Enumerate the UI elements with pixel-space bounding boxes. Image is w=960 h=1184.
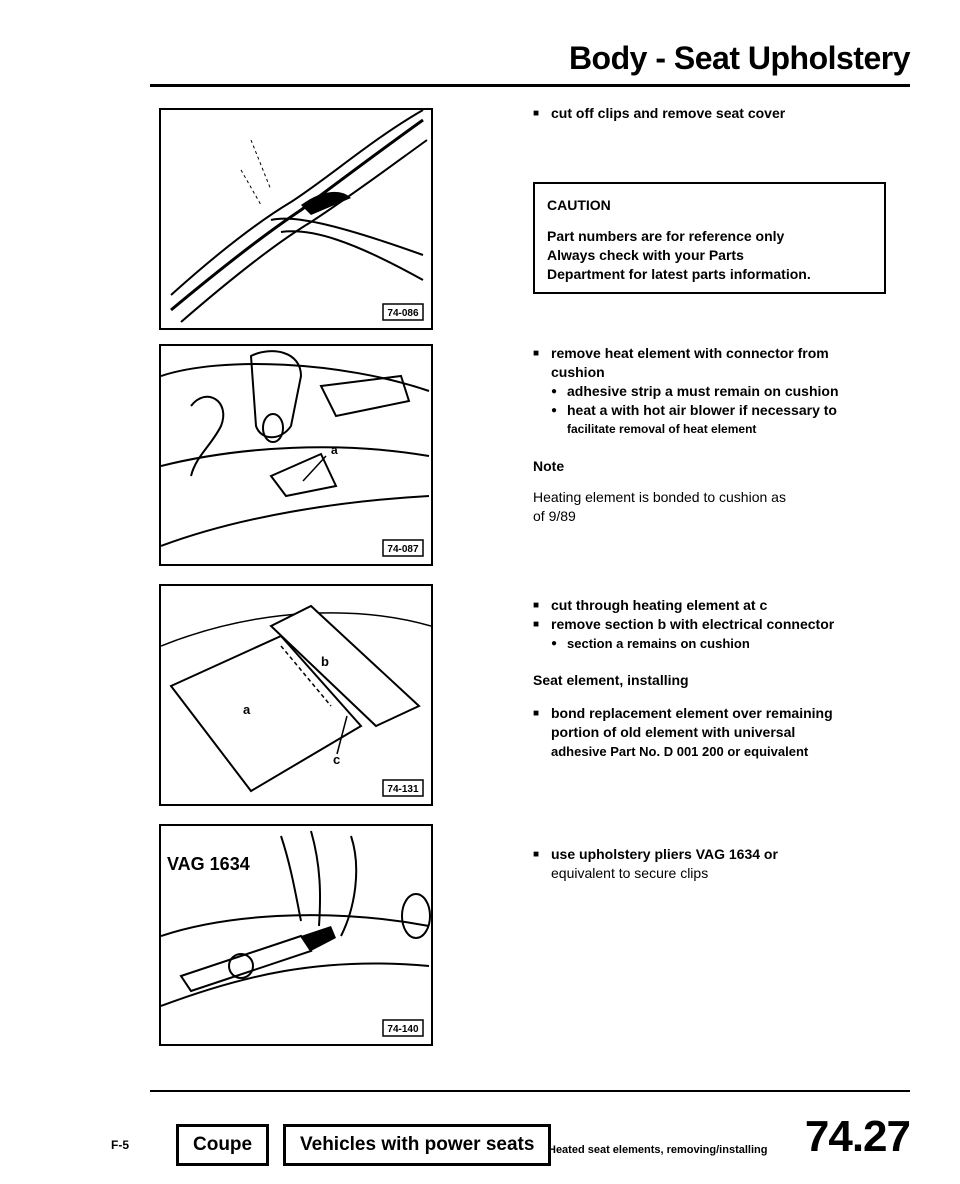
figure-2-label: 74-087 [387,544,419,555]
note-line: Heating element is bonded to cushion as [533,489,786,505]
step-remove-cover-text: cut off clips and remove seat cover [551,105,786,121]
caution-line: Department for latest parts information. [547,266,811,282]
caution-title: CAUTION [547,197,611,213]
step-cut-element [533,596,913,761]
bullet-line: cushion [551,364,605,380]
figure-2 [159,344,433,566]
bullet-line: ■ bond replacement element over remaining [551,705,833,721]
page-title: Body - Seat Upholstery [568,40,910,76]
caution-box [533,182,886,294]
sub-bullet-item: ● section a remains on cushion [533,634,913,653]
sub-bullet-line: facilitate removal of heat element [567,422,757,436]
bullet-item: ■ cut through heating element at c [533,596,913,615]
note-text [533,488,913,526]
figure-4-tool-label: VAG 1634 [167,854,250,874]
step-use-pliers [533,845,931,883]
bullet-line: equivalent to secure clips [551,865,709,881]
note-line: of 9/89 [533,508,576,524]
figure-2-callout-a: a [331,443,338,457]
sub-bullet-item [533,401,913,439]
step-remove-heat-element [533,344,913,526]
header-rule [150,84,910,87]
figure-1-label: 74-086 [387,308,419,319]
figure-3 [159,584,433,806]
section-title: Heated seat elements, removing/installing [548,1144,768,1156]
sub-bullet-item [533,382,913,401]
figure-4-illustration [161,826,431,1044]
bullet-line: ■ use upholstery pliers VAG 1634 or [551,846,778,862]
sub-bullet-line: ● heat a with hot air blower if necessary to [567,402,837,418]
note-title: Note [533,458,565,474]
bullet-line: portion of old element with universal [551,724,796,740]
model-tag-coupe: Coupe [176,1124,269,1166]
figure-2-illustration [161,346,431,564]
bullet-item: ■ remove section b with electrical connector [533,615,913,634]
figure-3-callout-a: a [243,702,251,717]
sub-bullet-text: adhesive strip a must remain on cushion [567,383,839,399]
figure-1-illustration [161,110,431,328]
model-tag-power-seats: Vehicles with power seats [283,1124,551,1166]
bullet-line: ■ remove heat element with connector from [551,345,829,361]
figure-3-label: 74-131 [387,784,419,795]
caution-line: Always check with your Parts [547,247,744,263]
figure-3-illustration [161,586,431,804]
section-heading: Seat element, installing [533,672,689,688]
figure-3-callout-c: c [333,752,341,767]
footer-rule [150,1090,910,1092]
bullet-line: adhesive Part No. D 001 200 or equivalent [551,744,809,759]
figure-4 [159,824,433,1046]
figure-3-callout-b: b [321,654,329,669]
bullet-item [533,704,913,761]
caution-line: Part numbers are for reference only [547,228,785,244]
figure-4-label: 74-140 [387,1024,419,1035]
page-number: 74.27 [804,1112,910,1161]
page-ref: F-5 [111,1138,129,1152]
bullet-item [533,344,913,382]
step-remove-cover [533,104,911,123]
figure-1 [159,108,433,330]
